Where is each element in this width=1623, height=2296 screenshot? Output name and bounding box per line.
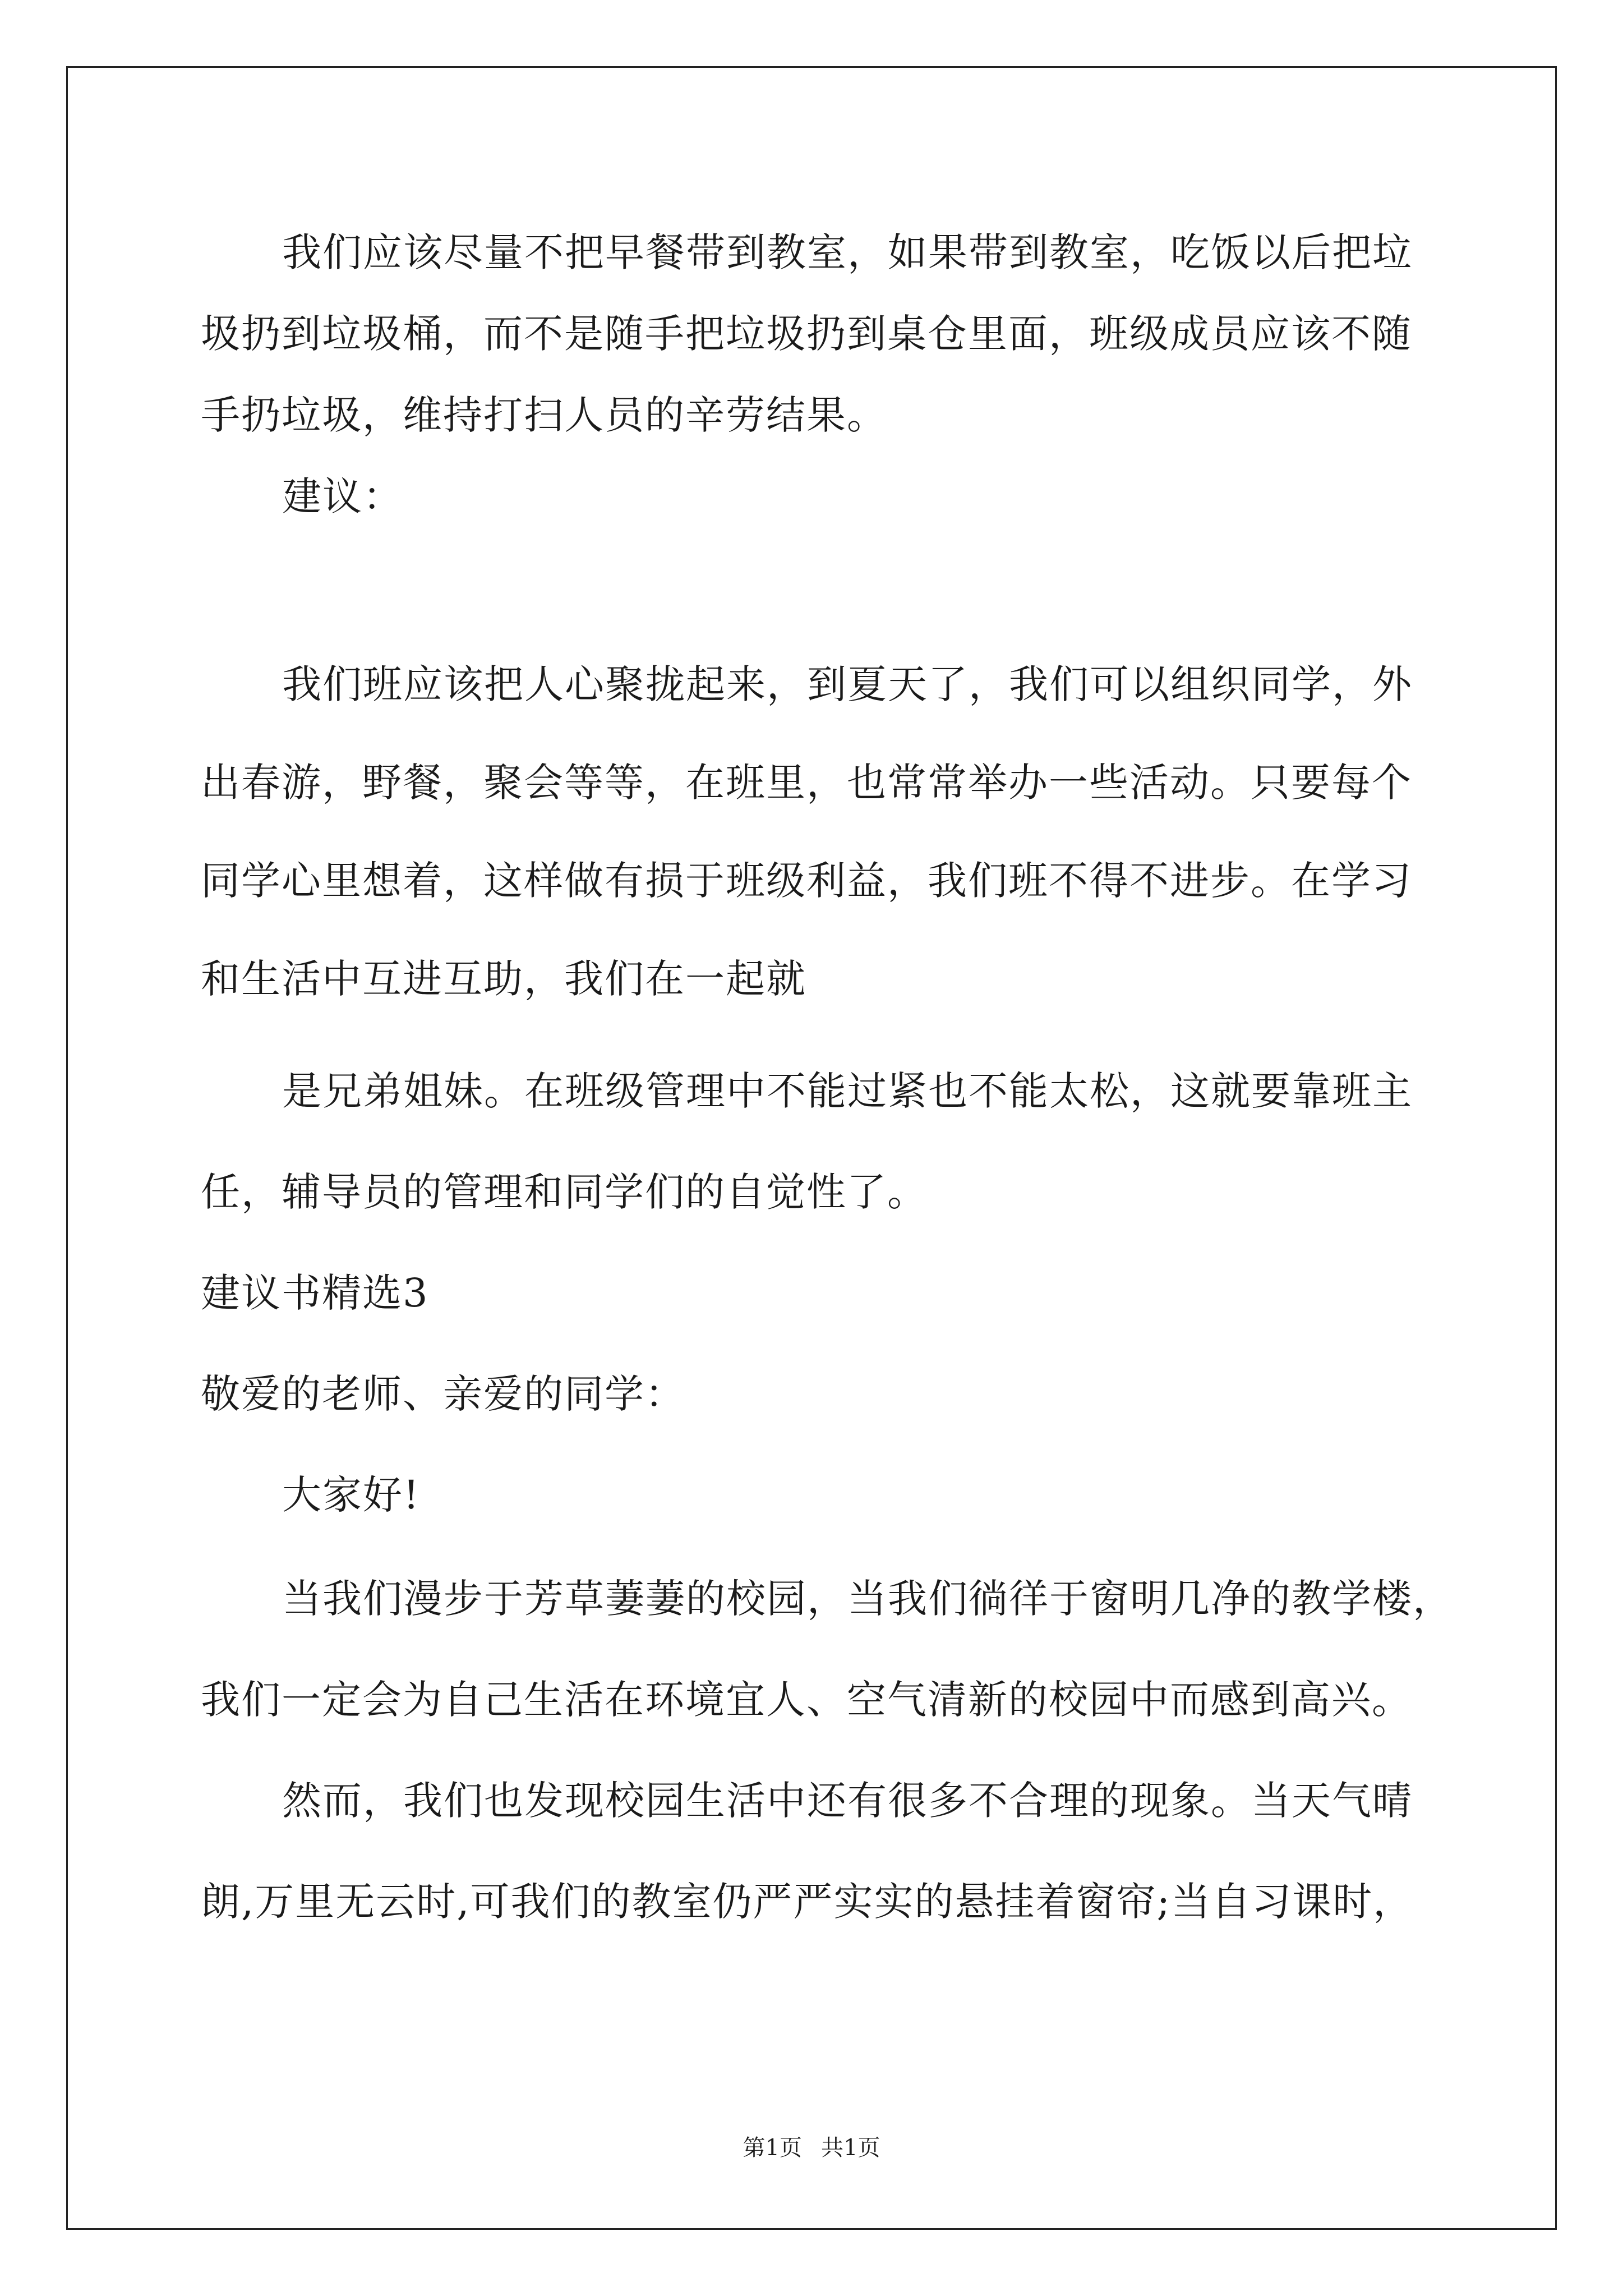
paragraph-line: 我们一定会为自己生活在环境宜人、空气清新的校园中而感到高兴。 xyxy=(201,1677,1412,1723)
section-heading: 建议： xyxy=(282,473,403,519)
paragraph-line: 同学心里想着，这样做有损于班级利益，我们班不得不进步。在学习 xyxy=(201,858,1412,904)
paragraph-line: 圾扔到垃圾桶，而不是随手把垃圾扔到桌仓里面，班级成员应该不随 xyxy=(201,311,1412,357)
paragraph-line: 和生活中互进互助，我们在一起就 xyxy=(201,956,806,1002)
section-title: 建议书精选3 xyxy=(201,1270,429,1316)
paragraph-line: 是兄弟姐妹。在班级管理中不能过紧也不能太松，这就要靠班主 xyxy=(282,1068,1413,1114)
page-total: 共1页 xyxy=(821,2135,880,2161)
paragraph-line: 然而，我们也发现校园生活中还有很多不合理的现象。当天气晴 xyxy=(282,1778,1413,1824)
page-footer xyxy=(0,2130,1623,2162)
greeting: 大家好! xyxy=(282,1472,421,1518)
paragraph-line: 任，辅导员的管理和同学们的自觉性了。 xyxy=(201,1169,928,1215)
paragraph-line: 我们班应该把人心聚拢起来，到夏天了，我们可以组织同学，外 xyxy=(282,661,1413,707)
paragraph-line: 出春游，野餐，聚会等等，在班里，也常常举办一些活动。只要每个 xyxy=(201,760,1412,806)
paragraph-line: 当我们漫步于芳草萋萋的校园，当我们徜徉于窗明几净的教学楼， xyxy=(282,1576,1453,1622)
paragraph-line: 手扔垃圾，维持打扫人员的辛劳结果。 xyxy=(201,392,887,438)
page-number: 第1页 xyxy=(743,2135,802,2161)
paragraph-line: 我们应该尽量不把早餐带到教室，如果带到教室，吃饭以后把垃 xyxy=(282,229,1413,275)
paragraph-line: 朗,万里无云时,可我们的教室仍严严实实的悬挂着窗帘;当自习课时， xyxy=(201,1879,1414,1925)
salutation: 敬爱的老师、亲爱的同学： xyxy=(201,1371,685,1417)
